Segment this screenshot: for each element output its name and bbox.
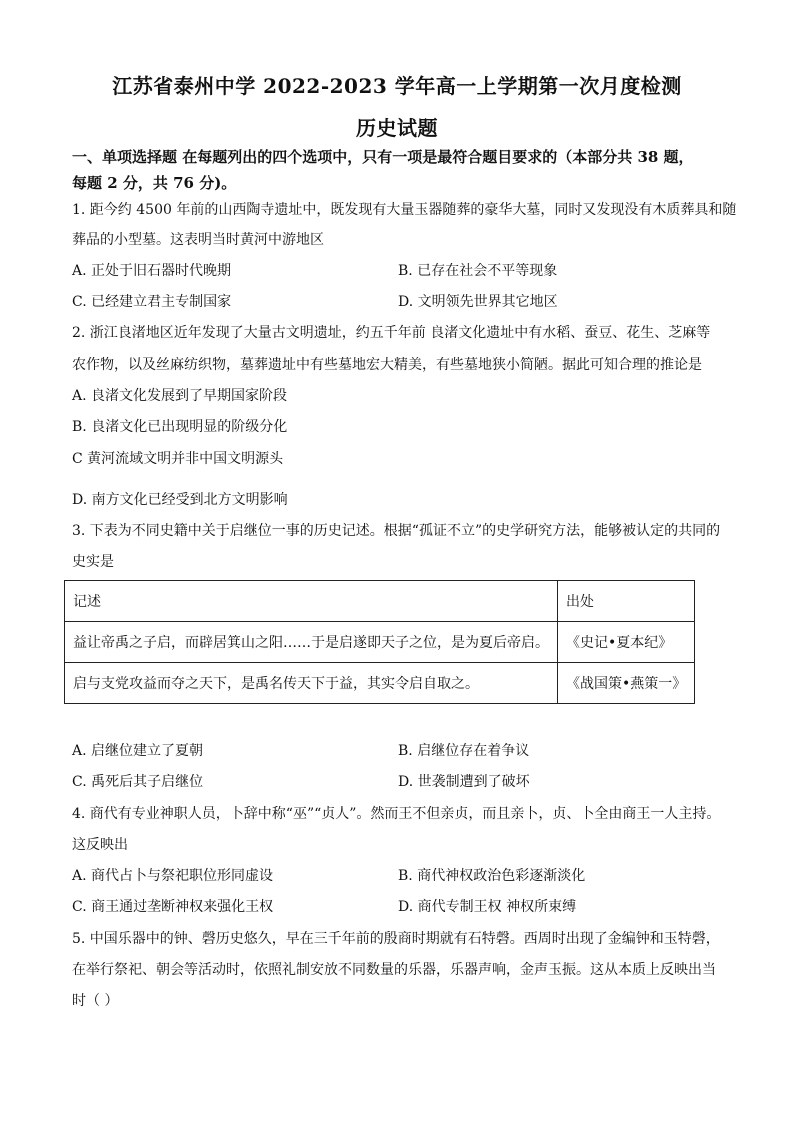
q4-stem-line-2: 这反映出 — [72, 837, 128, 853]
table-cell-source: 《战国策•燕策一》 — [558, 663, 695, 704]
table-header-row — [65, 581, 695, 622]
section-heading-line-2: 每题 2 分，共 76 分)。 — [72, 174, 237, 192]
q4-stem-line-1: 4. 商代有专业神职人员，卜辞中称“巫”“贞人”。然而王不但亲贞，而且亲卜，贞、卜全由商王一人主持。 — [72, 806, 721, 822]
q1-option-a: A. 正处于旧石器时代晚期 — [72, 263, 232, 279]
q2-option-a: A. 良渚文化发展到了早期国家阶段 — [72, 388, 288, 404]
q4-option-b: B. 商代神权政治色彩逐渐淡化 — [398, 868, 586, 884]
q2-option-c: C 黄河流域文明并非中国文明源头 — [72, 451, 284, 467]
table-cell-record: 益让帝禹之子启，而辟居箕山之阳……于是启遂即天子之位，是为夏后帝启。 — [65, 622, 558, 663]
table-header-record: 记述 — [65, 581, 558, 622]
q5-stem-line-2: 在举行祭祀、朝会等活动时，依照礼制安放不同数量的乐器，乐器声响，金声玉振。这从本质上反映出当 — [72, 962, 716, 978]
q3-stem-line-2: 史实是 — [72, 554, 114, 570]
exam-subtitle: 历史试题 — [356, 116, 438, 140]
q4-option-c: C. 商王通过垄断神权来强化王权 — [72, 899, 274, 915]
q2-option-d: D. 南方文化已经受到北方文明影响 — [72, 492, 288, 508]
q4-option-d: D. 商代专制王权 神权所束缚 — [398, 899, 577, 915]
table-cell-source: 《史记•夏本纪》 — [558, 622, 695, 663]
table-row — [65, 622, 695, 663]
q1-option-b: B. 已存在社会不平等现象 — [398, 263, 558, 279]
history-records-table — [64, 580, 695, 704]
exam-title: 江苏省泰州中学 2022-2023 学年高一上学期第一次月度检测 — [112, 74, 682, 98]
table-cell-record: 启与支党攻益而夺之天下，是禹名传天下于益，其实令启自取之。 — [65, 663, 558, 704]
q5-stem-line-3: 时（ ） — [72, 993, 119, 1009]
q3-option-d: D. 世袭制遭到了破坏 — [398, 774, 530, 790]
q1-stem-line-2: 葬品的小型墓。这表明当时黄河中游地区 — [72, 232, 324, 248]
table-header-source: 出处 — [558, 581, 695, 622]
q1-option-c: C. 已经建立君主专制国家 — [72, 294, 232, 310]
q2-option-b: B. 良渚文化已出现明显的阶级分化 — [72, 419, 288, 435]
q3-option-c: C. 禹死后其子启继位 — [72, 774, 204, 790]
q2-stem-line-2: 农作物，以及丝麻纺织物，墓葬遗址中有些墓地宏大精美，有些墓地狭小简陋。据此可知合理的推论是 — [72, 357, 702, 373]
q5-stem-line-1: 5. 中国乐器中的钟、磬历史悠久，早在三千年前的殷商时期就有石特磬。西周时出现了金编钟和玉特磬， — [72, 931, 720, 947]
q4-option-a: A. 商代占卜与祭祀职位形同虚设 — [72, 868, 274, 884]
q1-option-d: D. 文明领先世界其它地区 — [398, 294, 558, 310]
table-row — [65, 663, 695, 704]
q2-stem-line-1: 2. 浙江良渚地区近年发现了大量古文明遗址，约五千年前 良渚文化遗址中有水稻、蚕豆、花生、芝麻等 — [72, 325, 711, 341]
q3-option-b: B. 启继位存在着争议 — [398, 743, 530, 759]
section-heading-line-1: 一、单项选择题 在每题列出的四个选项中，只有一项是最符合题目要求的（本部分共 38 题， — [72, 148, 694, 166]
q3-stem-line-1: 3. 下表为不同史籍中关于启继位一事的历史记述。根据“孤证不立”的史学研究方法，能够被认定的共同的 — [72, 523, 721, 539]
q1-stem-line-1: 1. 距今约 4500 年前的山西陶寺遗址中，既发现有大量玉器随葬的豪华大墓，同时又发现没有木质葬具和随 — [72, 202, 737, 218]
q3-option-a: A. 启继位建立了夏朝 — [72, 743, 204, 759]
